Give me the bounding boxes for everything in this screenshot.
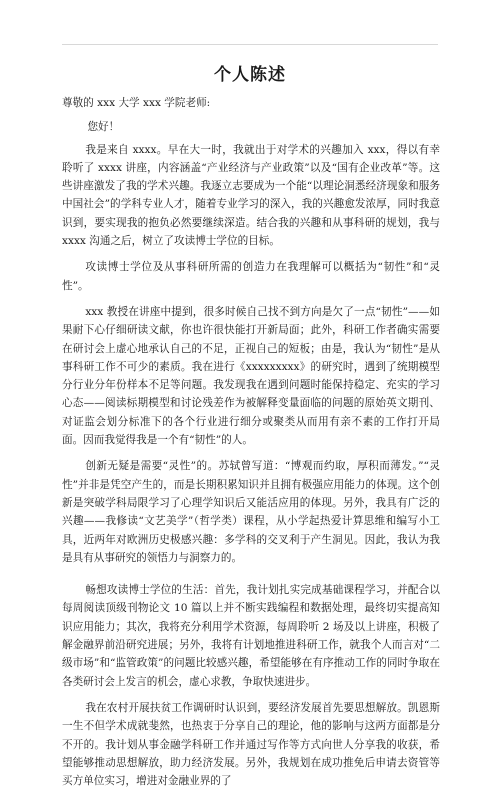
paragraph-career-plan: 我在农村开展扶贫工作调研时认识到，要经济发展首先要思想解放。凯恩斯一生不但学术成就斐然，也热衷于分享自己的理论，他的影响与这两方面都是分不开的。我计划从事金融学科研工作并通过写作等方式向世人分享我的收获，希望能够推动思想解放，助力经济发展。另外，我规划在成功推免后申请去资管等买方单位实习，增进对金融业界的了 [62,701,440,788]
paragraph-creativity-thesis: 攻读博士学位及从事科研所需的创造力在我理解可以概括为“韧性”和“灵性”。 [62,261,440,292]
document-body [62,94,440,798]
greeting: 您好！ [87,121,120,134]
paragraph-resilience: xxx 教授在讲座中提到，很多时候自己找不到方向是欠了一点“韧性”——如果耐下心仔细研读文献，你也许很快能打开新局面；此外，科研工作者确实需要在研讨会上虚心地承认自己的不足，正视自己的短板；由是，我认为“韧性”是从事科研工作不可少的素质。我在进行《xxxxxxxxx》的研究时，遇到了统期模型分行业分年份样本不足等问题。我发现我在遇到问题时能保持稳定、充实的学习心态——阅读标期模型和讨论残差作为被解释变量面临的问题的原始英文期刊、对证监会划分标准下的各个行业进行细分或聚类从而用有亲不素的工作打开局面。因而我觉得我是一个有“韧性”的人。 [62,305,440,447]
header-rule [62,44,438,45]
paragraph-insight: 创新无疑是需要“灵性”的。苏轼曾写道：“博观而约取，厚积而薄发。”“灵性”并非是凭空产生的，而是长期积累知识并且拥有极强应用能力的体现。这个创新是突破学科局限学习了心理学知识后又能活应用的体现。另外，我具有广泛的兴趣——我修读“文艺美学”（哲学类）课程，从小学起热爱计算思维和编写小工具，近两年对欧洲历史极感兴趣：多学科的交叉利于产生洞见。因此，我认为我是具有从事研究的领悟力与洞察力的。 [62,460,440,564]
paragraph-study-plan: 畅想攻读博士学位的生活：首先，我计划扎实完成基础课程学习，并配合以每周阅读顶级刊物论文 10 篇以上并不断实践编程和数据处理，最终切实提高知识应用能力；其次，我将充分利用学术资源，每周聆听 2 场及以上讲座，积极了解金融界前沿研究进展；另外，我将有计划地推进科研工作，就我个人而言对“二级市场”和“监管政策”的问题比较感兴趣，希望能够在有序推动工作的同时争取在各类研讨会上发言的机会，虚心求教，争取快速进步。 [62,584,440,688]
salutation: 尊敬的 xxx 大学 xxx 学院老师: [62,97,211,109]
paragraph-intro: 我是来自 xxxx。早在大一时，我就出于对学术的兴趣加入 xxx，得以有幸聆听了 xxxx 讲座，内容涵盖“产业经济与产业政策”以及“国有企业改革”等。这些讲座激发了我的学术兴趣。我逐立志要成为一个能“以理论洞悉经济现象和服务中国社会”的学科专业人才，随着专业学习的深入，我的兴趣愈发浓厚，同时我意识到，要实现我的抱负必然要继续深造。结合我的兴趣和从事科研的规划，我与 xxxx 沟通之后，树立了攻读博士学位的目标。 [62,143,440,248]
document-title: 个人陈述 [214,65,286,85]
